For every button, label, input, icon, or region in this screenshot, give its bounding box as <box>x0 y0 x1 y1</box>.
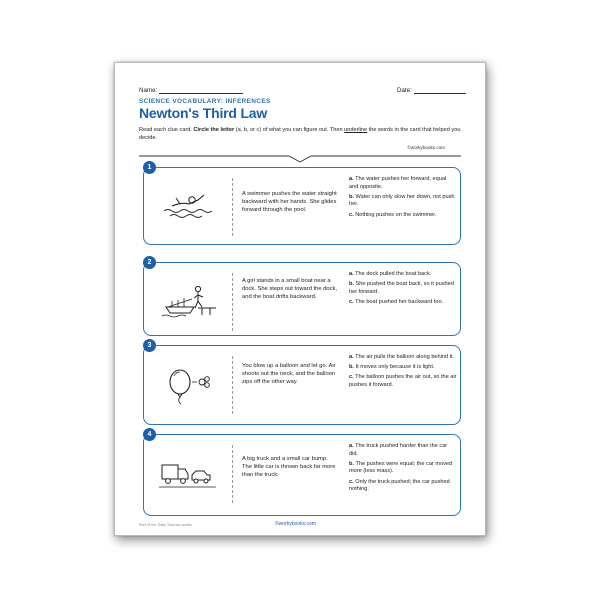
clue-text: A swimmer pushes the water straight backward with her hands. She glides forward through the pool. <box>242 191 337 213</box>
clue-text: A girl stands in a small boat near a dock. She steps out toward the dock, and the boat drifts backward. <box>242 278 338 300</box>
choice-text: Water can only slow her down, not push her. <box>349 193 455 208</box>
choice-b[interactable] <box>349 194 457 209</box>
choice-c[interactable] <box>349 479 457 494</box>
answer-choices <box>349 271 457 309</box>
choice-text: The pushes were equal; the car moved more (less mass). <box>349 460 453 475</box>
date-field <box>397 87 466 94</box>
choice-text: The boat pushed her backward too. <box>355 298 444 305</box>
choice-a[interactable] <box>349 354 457 362</box>
choice-b[interactable] <box>349 461 457 476</box>
choice-letter: c. <box>349 478 354 485</box>
choice-c[interactable] <box>349 299 457 307</box>
choice-letter: b. <box>349 281 354 288</box>
clue-text: You blow up a balloon and let go. Air shoots out the neck, and the balloon zips off the other way. <box>242 363 336 385</box>
clue-card-4 <box>143 431 461 516</box>
answer-choices <box>349 443 457 496</box>
card-divider <box>232 178 233 236</box>
choice-c[interactable] <box>349 212 457 220</box>
card-divider <box>232 273 233 331</box>
clue-card-2 <box>143 259 461 336</box>
choice-letter: b. <box>349 364 354 371</box>
choice-text: The air pulls the balloon along behind it. <box>355 354 455 360</box>
name-blank <box>159 87 243 94</box>
card-divider <box>232 356 233 414</box>
choice-text: Only the truck pushed; the car pushed nothing. <box>349 478 450 493</box>
choice-letter: b. <box>349 460 354 467</box>
worksheet-page <box>114 62 486 536</box>
date-label: Date: <box>397 87 412 94</box>
instructions-text-3: the words in the card that helped you decide. <box>139 127 461 141</box>
choice-letter: c. <box>349 374 354 381</box>
card-number-badge: 2 <box>143 256 156 269</box>
choice-text: The dock pulled the boat back. <box>355 271 432 277</box>
choice-text: It moves only because it is light. <box>355 364 435 371</box>
choice-text: Nothing pushes on the swimmer. <box>355 211 437 218</box>
choice-a[interactable] <box>349 176 457 191</box>
instructions-text-2: (a, b, or c) of what you can figure out. Then <box>234 127 345 133</box>
choice-letter: a. <box>349 176 354 182</box>
choice-c[interactable] <box>349 374 457 389</box>
name-label: Name: <box>139 87 158 94</box>
instructions-underline: underline <box>344 127 368 133</box>
clue-text: A big truck and a small car bump. The little car is thrown back far more than the truck. <box>242 456 336 478</box>
choice-text: The water pushes her forward, equal and opposite. <box>349 176 447 190</box>
worksheet-title: Newton's Third Law <box>139 105 268 121</box>
choice-letter: a. <box>349 271 354 277</box>
truck-car-icon <box>158 449 218 497</box>
instructions <box>139 126 461 142</box>
instructions-bold: Circle the letter <box>193 127 235 133</box>
choice-a[interactable] <box>349 271 457 279</box>
choice-letter: b. <box>349 193 354 200</box>
answer-choices <box>349 354 457 392</box>
choice-b[interactable] <box>349 364 457 372</box>
choice-text: The balloon pushes the air out, so the air pushes it forward. <box>349 374 457 388</box>
copyright-top: ©workybooks.com <box>407 145 445 150</box>
clue-card-3 <box>143 342 461 425</box>
card-number-badge: 3 <box>143 339 156 352</box>
choice-letter: a. <box>349 354 354 360</box>
swimmer-icon <box>158 182 218 230</box>
footer-copyright: ©workybooks.com <box>275 521 316 527</box>
card-number-badge: 4 <box>143 428 156 441</box>
date-blank <box>414 87 466 94</box>
section-divider <box>139 153 461 163</box>
boat-dock-icon <box>158 277 218 325</box>
choice-b[interactable] <box>349 281 457 296</box>
balloon-icon <box>158 360 218 408</box>
answer-choices <box>349 176 457 222</box>
choice-a[interactable] <box>349 443 457 458</box>
worksheet-subtitle: SCIENCE VOCABULARY: INFERENCES <box>139 98 271 105</box>
card-number-badge: 1 <box>143 161 156 174</box>
choice-letter: c. <box>349 211 354 218</box>
clue-card-1 <box>143 164 461 245</box>
choice-text: She pushed the boat back, so it pushed her forward. <box>349 281 454 295</box>
footer-series-note: Part of the Daily Science series <box>139 523 192 527</box>
instructions-text-1: Read each clue card. <box>139 127 194 133</box>
choice-letter: c. <box>349 298 354 305</box>
choice-text: The truck pushed harder than the car did. <box>349 443 448 457</box>
name-field <box>139 87 243 94</box>
choice-letter: a. <box>349 443 354 449</box>
card-divider <box>232 445 233 503</box>
